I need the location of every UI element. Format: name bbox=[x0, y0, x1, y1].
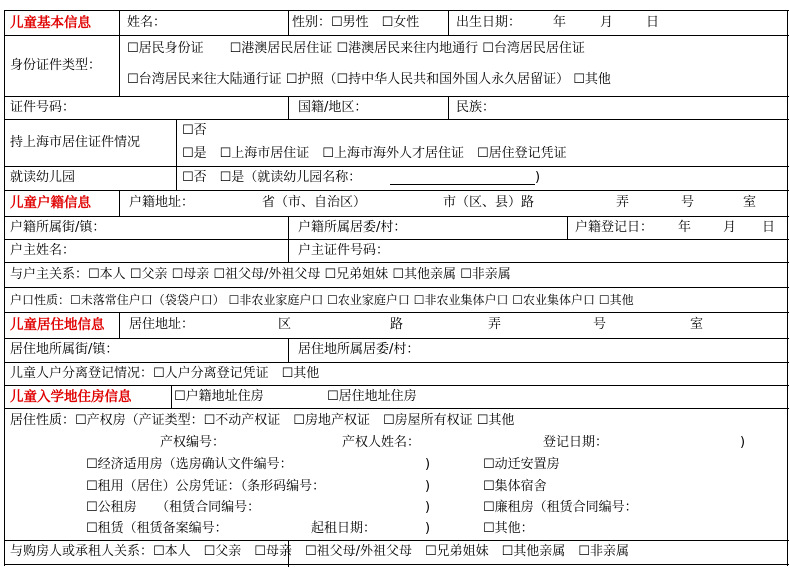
birth-date-label: 出生日期： bbox=[456, 15, 522, 30]
household-lane[interactable]: 弄 bbox=[616, 195, 630, 210]
id-type-options-row2[interactable]: ☐台湾居民来往大陆通行证 ☐护照（☐持中华人民共和国外国人永久居留证） ☐其他 bbox=[127, 72, 611, 87]
row-rule bbox=[4, 119, 789, 120]
property-reg-date-field[interactable]: 登记日期： bbox=[543, 435, 609, 450]
row-rule bbox=[4, 96, 789, 97]
household-number[interactable]: 号 bbox=[681, 195, 695, 210]
birth-year[interactable]: 年 bbox=[553, 15, 567, 30]
nationality-field[interactable]: 国籍/地区： bbox=[298, 100, 368, 115]
ethnicity-field[interactable]: 民族： bbox=[456, 100, 496, 115]
housing-living-address-option[interactable]: ☐居住地址住房 bbox=[327, 389, 417, 404]
row-rule bbox=[4, 10, 789, 11]
household-relation-options[interactable]: 与户主关系：☐本人 ☐父亲 ☐母亲 ☐祖父母/外祖父母 ☐兄弟姐妹 ☐其他亲属 ☐非亲属 bbox=[10, 267, 511, 282]
household-reg-month[interactable]: 月 bbox=[723, 220, 737, 235]
household-address-label: 户籍地址： bbox=[129, 195, 195, 210]
household-province[interactable]: 省（市、自治区） bbox=[262, 195, 367, 210]
housing-household-address-option[interactable]: ☐户籍地址住房 bbox=[174, 389, 264, 404]
cert-number-field[interactable]: 证件号码： bbox=[10, 100, 76, 115]
enroll-housing-heading: 儿童入学地住房信息 bbox=[10, 389, 132, 405]
housing-nature-options[interactable]: 居住性质：☐产权房（产证类型：☐不动产权证 ☐房地产权证 ☐房屋所有权证 ☐其他 bbox=[10, 413, 515, 428]
row-rule bbox=[4, 540, 789, 541]
lease-option[interactable]: ☐租赁（租赁备案编号： bbox=[86, 521, 228, 536]
col-rule bbox=[119, 190, 120, 216]
residence-permit-no[interactable]: ☐否 bbox=[182, 123, 207, 138]
row-rule bbox=[4, 190, 789, 191]
public-rental-option[interactable]: ☐租用（居住）公房凭证：（条形码编号： bbox=[86, 479, 326, 494]
col-rule bbox=[171, 385, 172, 408]
affordable-housing-option[interactable]: ☐经济适用房（选房确认文件编号： bbox=[86, 457, 293, 472]
col-rule bbox=[176, 119, 177, 190]
residence-permit-label: 持上海市居住证件情况 bbox=[10, 135, 141, 150]
row-rule bbox=[4, 166, 789, 167]
household-reg-date-label: 户籍登记日： bbox=[575, 220, 654, 235]
property-number-field[interactable]: 产权编号： bbox=[160, 435, 226, 450]
living-address-label: 居住地址： bbox=[129, 317, 195, 332]
separation-options[interactable]: 儿童人户分离登记情况：☐人户分离登记凭证 ☐其他 bbox=[10, 366, 320, 381]
birth-month[interactable]: 月 bbox=[600, 15, 614, 30]
row-rule bbox=[4, 362, 789, 363]
living-street-field[interactable]: 居住地所属街/镇： bbox=[10, 342, 119, 357]
public-rental-close-paren: ) bbox=[425, 479, 431, 494]
affordable-close-paren: ) bbox=[425, 457, 431, 472]
dormitory-option[interactable]: ☐集体宿舍 bbox=[483, 479, 547, 494]
col-rule bbox=[787, 10, 788, 566]
row-rule bbox=[4, 564, 789, 565]
living-room[interactable]: 室 bbox=[690, 317, 704, 332]
gov-rental-close-paren: ) bbox=[425, 500, 431, 515]
col-rule bbox=[119, 35, 120, 96]
row-rule bbox=[4, 216, 789, 217]
row-rule bbox=[4, 408, 789, 409]
living-info-heading: 儿童居住地信息 bbox=[10, 317, 105, 333]
living-district[interactable]: 区 bbox=[278, 317, 292, 332]
col-rule bbox=[4, 10, 5, 566]
lease-close-paren: ) bbox=[425, 521, 431, 536]
living-number[interactable]: 号 bbox=[593, 317, 607, 332]
household-nature-options[interactable]: 户口性质：☐未落常住户口（袋袋户口） ☐非农业家庭户口 ☐农业家庭户口 ☐非农业集体户口 ☐农业集体户口 ☐其他 bbox=[10, 293, 634, 307]
col-rule bbox=[288, 338, 289, 362]
col-rule bbox=[119, 312, 120, 338]
buyer-relation-options[interactable]: 与购房人或承租人关系：☐本人 ☐父亲 ☐母亲 ☐祖父母/外祖父母 ☐兄弟姐妹 ☐其他亲属 ☐非亲属 bbox=[10, 544, 629, 559]
household-street-field[interactable]: 户籍所属街/镇： bbox=[10, 220, 106, 235]
household-head-cert-field[interactable]: 户主证件号码： bbox=[298, 243, 390, 258]
household-city-road[interactable]: 市（区、县）路 bbox=[443, 195, 535, 210]
residence-permit-yes-options[interactable]: ☐是 ☐上海市居住证 ☐上海市海外人才居住证 ☐居住登记凭证 bbox=[182, 146, 567, 161]
birth-day[interactable]: 日 bbox=[646, 15, 660, 30]
row-rule bbox=[4, 262, 789, 263]
gov-rental-option[interactable]: ☐公租房 （租赁合同编号： bbox=[86, 500, 261, 515]
col-rule bbox=[448, 96, 449, 119]
col-rule bbox=[567, 216, 568, 239]
household-reg-year[interactable]: 年 bbox=[678, 220, 692, 235]
kindergarten-close-paren: ) bbox=[535, 170, 541, 185]
household-info-heading: 儿童户籍信息 bbox=[10, 195, 91, 211]
basic-info-heading: 儿童基本信息 bbox=[10, 15, 91, 31]
col-rule bbox=[119, 10, 120, 35]
property-owner-field[interactable]: 产权人姓名： bbox=[342, 435, 421, 450]
relocation-housing-option[interactable]: ☐动迁安置房 bbox=[483, 457, 560, 472]
kindergarten-label: 就读幼儿园 bbox=[10, 170, 76, 185]
col-rule bbox=[448, 10, 449, 35]
name-field[interactable]: 姓名： bbox=[127, 15, 167, 30]
living-road[interactable]: 路 bbox=[390, 317, 404, 332]
kindergarten-name-underline[interactable] bbox=[390, 184, 535, 185]
row-rule bbox=[4, 338, 789, 339]
household-head-name-field[interactable]: 户主姓名： bbox=[10, 243, 76, 258]
id-type-options-row1[interactable]: ☐居民身份证 ☐港澳居民居住证 ☐港澳居民来往内地通行 ☐台湾居民居住证 bbox=[127, 41, 585, 56]
lease-start-field[interactable]: 起租日期： bbox=[311, 521, 377, 536]
row-rule bbox=[4, 312, 789, 313]
row-rule bbox=[4, 287, 789, 288]
id-type-label: 身份证件类型： bbox=[10, 58, 102, 73]
col-rule bbox=[288, 216, 289, 262]
living-committee-field[interactable]: 居住地所属居委/村： bbox=[298, 342, 420, 357]
col-rule bbox=[288, 10, 289, 35]
row-rule bbox=[4, 239, 789, 240]
row-rule bbox=[4, 35, 789, 36]
gender-options[interactable]: 性别：☐男性 ☐女性 bbox=[292, 15, 420, 30]
living-lane[interactable]: 弄 bbox=[488, 317, 502, 332]
col-rule bbox=[288, 96, 289, 119]
household-room[interactable]: 室 bbox=[743, 195, 757, 210]
other-housing-option[interactable]: ☐其他： bbox=[483, 521, 534, 536]
property-close-paren: ) bbox=[740, 435, 746, 450]
low-rent-option[interactable]: ☐廉租房（租赁合同编号： bbox=[483, 500, 638, 515]
household-reg-day[interactable]: 日 bbox=[762, 220, 776, 235]
household-committee-field[interactable]: 户籍所属居委/村： bbox=[298, 220, 407, 235]
row-rule bbox=[4, 385, 789, 386]
kindergarten-options[interactable]: ☐否 ☐是（就读幼儿园名称： bbox=[182, 170, 362, 185]
